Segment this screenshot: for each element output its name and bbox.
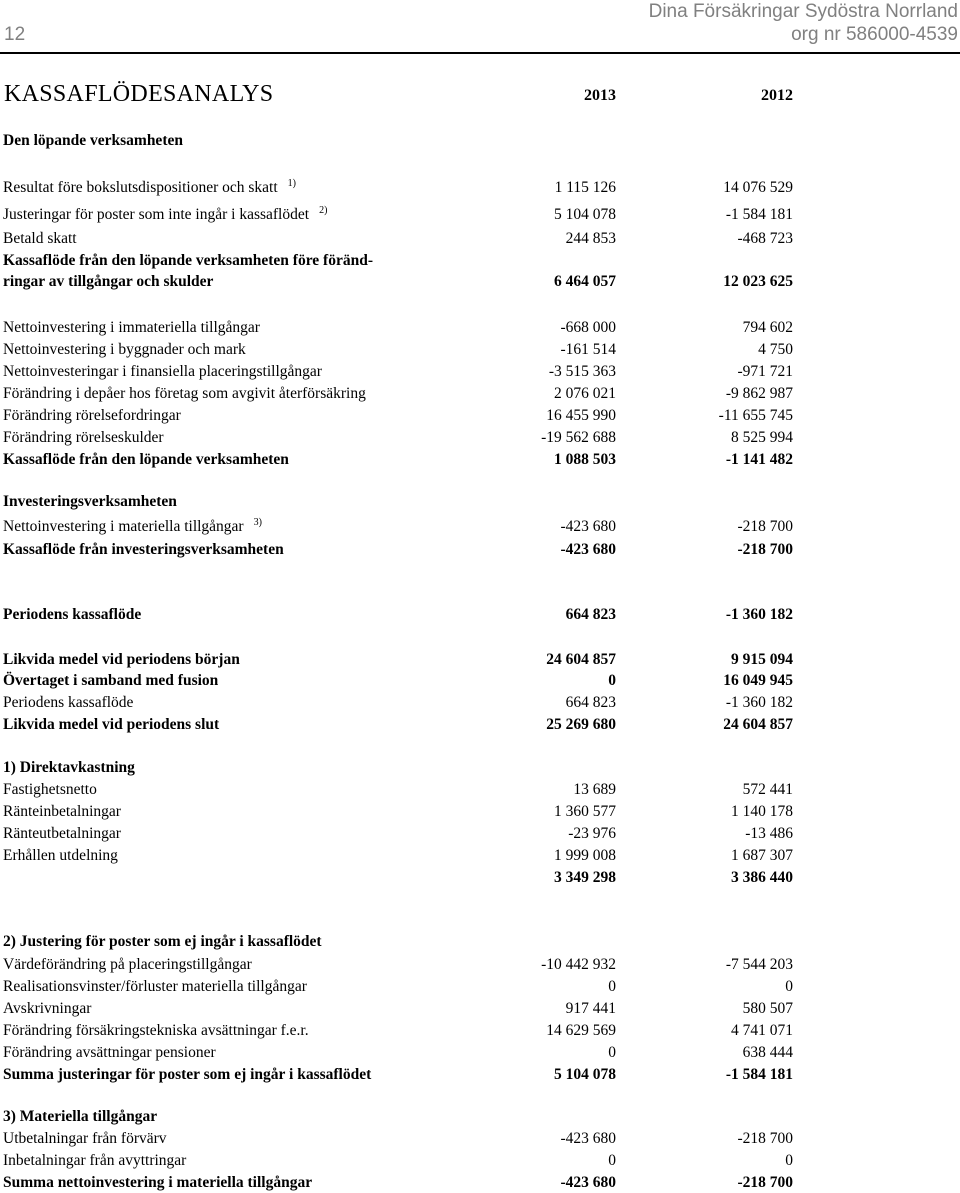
row-label: Kassaflöde från den löpande verksamheten före föränd- — [3, 252, 373, 269]
value-2013: 5 104 078 — [554, 1066, 616, 1083]
value-2013: 0 — [608, 978, 616, 995]
table-row — [0, 693, 960, 713]
row-label: Periodens kassaflöde — [3, 694, 134, 711]
value-2012: -11 655 745 — [718, 407, 793, 424]
table-row — [0, 178, 960, 198]
table-row — [0, 272, 960, 292]
value-2012: -1 141 482 — [725, 451, 793, 468]
footnote-marker: 1) — [287, 178, 297, 189]
table-row — [0, 758, 960, 778]
value-2012: -971 721 — [737, 363, 793, 380]
table-row — [0, 1021, 960, 1041]
table-row — [0, 205, 960, 225]
table-row — [0, 131, 960, 151]
table-row — [0, 318, 960, 338]
row-label: Nettoinvestering i byggnader och mark — [3, 341, 246, 358]
value-2012: 9 915 094 — [731, 651, 793, 668]
row-label: 2) Justering för poster som ej ingår i kassaflödet — [3, 933, 322, 950]
row-label: Kassaflöde från investeringsverksamheten — [3, 541, 284, 558]
value-2012: -1 360 182 — [725, 606, 793, 623]
table-row — [0, 1173, 960, 1193]
value-2013: -423 680 — [560, 518, 616, 535]
value-2013: 664 823 — [565, 694, 616, 711]
table-row — [0, 540, 960, 560]
row-label: Summa justeringar för poster som ej ingår i kassaflödet — [3, 1066, 372, 1083]
value-2013: 0 — [608, 672, 616, 689]
row-label: Summa nettoinvestering i materiella tillgångar — [3, 1174, 313, 1191]
value-2012: 0 — [785, 1152, 793, 1169]
table-row — [0, 492, 960, 512]
table-row — [0, 1043, 960, 1063]
table-row — [0, 428, 960, 448]
value-2012: -9 862 987 — [725, 385, 793, 402]
value-2013: 1 999 008 — [554, 847, 616, 864]
table-row — [0, 650, 960, 670]
row-label: Inbetalningar från avyttringar — [3, 1152, 187, 1169]
company-name: Dina Försäkringar Sydöstra Norrland — [648, 1, 958, 22]
row-label: Realisationsvinster/förluster materiella tillgångar — [3, 978, 307, 995]
page-number: 12 — [4, 24, 26, 45]
value-2012: 1 687 307 — [731, 847, 793, 864]
row-label: Övertaget i samband med fusion — [3, 672, 219, 689]
row-label: Förändring avsättningar pensioner — [3, 1044, 216, 1061]
value-2013: -10 442 932 — [541, 956, 616, 973]
value-2012: -218 700 — [737, 518, 793, 535]
value-2013: 25 269 680 — [546, 716, 616, 733]
value-2012: 1 140 178 — [731, 803, 793, 820]
value-2013: 1 115 126 — [554, 179, 616, 196]
value-2012: 3 386 440 — [731, 869, 793, 886]
value-2012: 638 444 — [742, 1044, 793, 1061]
row-label: Förändring rörelseskulder — [3, 429, 164, 446]
row-label: Utbetalningar från förvärv — [3, 1130, 167, 1147]
row-label: Erhållen utdelning — [3, 847, 118, 864]
table-row — [0, 824, 960, 844]
value-2012: 580 507 — [742, 1000, 793, 1017]
table-row — [0, 977, 960, 997]
value-2012: 0 — [785, 978, 793, 995]
row-label: Investeringsverksamheten — [3, 493, 177, 510]
value-2012: -1 584 181 — [725, 206, 793, 223]
value-2013: 244 853 — [565, 230, 616, 247]
value-2012: 794 602 — [742, 319, 793, 336]
table-row — [0, 671, 960, 691]
value-2013: 2 076 021 — [554, 385, 616, 402]
header-divider — [0, 52, 960, 54]
row-label: Likvida medel vid periodens slut — [3, 716, 220, 733]
org-number: org nr 586000-4539 — [791, 24, 958, 45]
table-row — [0, 229, 960, 249]
row-label: Ränteinbetalningar — [3, 803, 121, 820]
value-2012: 4 741 071 — [731, 1022, 793, 1039]
row-label: Förändring försäkringstekniska avsättningar f.e.r. — [3, 1022, 309, 1039]
table-row — [0, 1065, 960, 1085]
footnote-marker: 2) — [319, 205, 328, 216]
year-column-2013: 2013 — [584, 87, 616, 104]
value-2012: -1 360 182 — [725, 694, 793, 711]
value-2012: -1 584 181 — [725, 1066, 793, 1083]
report-header — [649, 0, 958, 46]
value-2013: 16 455 990 — [546, 407, 616, 424]
value-2013: -3 515 363 — [548, 363, 616, 380]
row-label: Värdeförändring på placeringstillgångar — [3, 956, 252, 973]
table-row — [0, 362, 960, 382]
table-row — [0, 384, 960, 404]
value-2012: -7 544 203 — [725, 956, 793, 973]
value-2013: 1 360 577 — [554, 803, 616, 820]
row-label: Justeringar för poster som inte ingår i kassaflödet $^{2)}$ — [3, 205, 328, 223]
row-label: Ränteutbetalningar — [3, 825, 121, 842]
table-row — [0, 605, 960, 625]
table-row — [0, 802, 960, 822]
table-row — [0, 868, 960, 888]
table-row — [0, 340, 960, 360]
table-row — [0, 517, 960, 537]
value-2012: 14 076 529 — [723, 179, 793, 196]
value-2013: 6 464 057 — [554, 273, 616, 290]
table-row — [0, 846, 960, 866]
table-row — [0, 932, 960, 952]
row-label: Kassaflöde från den löpande verksamheten — [3, 451, 289, 468]
value-2013: 5 104 078 — [554, 206, 616, 223]
value-2013: -23 976 — [568, 825, 616, 842]
value-2013: -423 680 — [560, 1130, 616, 1147]
value-2012: 12 023 625 — [723, 273, 793, 290]
table-row — [0, 1151, 960, 1171]
value-2013: 13 689 — [573, 781, 616, 798]
table-row — [0, 1107, 960, 1127]
value-2012: 24 604 857 — [723, 716, 793, 733]
value-2012: -468 723 — [737, 230, 793, 247]
value-2013: 0 — [608, 1152, 616, 1169]
row-label: 1) Direktavkastning — [3, 759, 135, 776]
table-row — [0, 406, 960, 426]
row-label: Förändring rörelsefordringar — [3, 407, 181, 424]
value-2012: 16 049 945 — [723, 672, 793, 689]
table-row — [0, 999, 960, 1019]
value-2013: -423 680 — [560, 1174, 616, 1191]
value-2012: -218 700 — [737, 1174, 793, 1191]
row-label: 3) Materiella tillgångar — [3, 1108, 158, 1125]
row-label: Förändring i depåer hos företag som avgivit återförsäkring — [3, 385, 366, 402]
row-label: Likvida medel vid periodens början — [3, 651, 240, 668]
table-row — [0, 450, 960, 470]
table-row — [0, 780, 960, 800]
value-2013: 3 349 298 — [554, 869, 616, 886]
value-2013: -161 514 — [560, 341, 616, 358]
value-2013: -19 562 688 — [541, 429, 616, 446]
row-label: Periodens kassaflöde — [3, 606, 142, 623]
table-row — [0, 1129, 960, 1149]
footnote-marker: 3) — [253, 517, 262, 528]
row-label: Nettoinvesteringar i finansiella placeringstillgångar — [3, 363, 322, 380]
value-2013: 0 — [608, 1044, 616, 1061]
page-title: KASSAFLÖDESANALYS — [4, 81, 274, 107]
value-2012: -13 486 — [745, 825, 793, 842]
table-row — [0, 715, 960, 735]
value-2012: -218 700 — [737, 1130, 793, 1147]
row-label: Resultat före bokslutsdispositioner och skatt $^{1)}$ — [3, 178, 297, 196]
table-row — [0, 251, 960, 271]
row-label: Avskrivningar — [3, 1000, 92, 1017]
year-column-2012: 2012 — [761, 87, 793, 104]
value-2013: 664 823 — [565, 606, 616, 623]
value-2013: 917 441 — [565, 1000, 616, 1017]
value-2013: 14 629 569 — [546, 1022, 616, 1039]
value-2013: -423 680 — [560, 541, 616, 558]
row-label: Fastighetsnetto — [3, 781, 97, 798]
table-row — [0, 955, 960, 975]
row-label: Nettoinvestering i immateriella tillgångar — [3, 319, 260, 336]
value-2013: 24 604 857 — [546, 651, 616, 668]
value-2013: -668 000 — [560, 319, 616, 336]
row-label: ringar av tillgångar och skulder — [3, 273, 214, 290]
value-2012: -218 700 — [737, 541, 793, 558]
value-2012: 572 441 — [742, 781, 793, 798]
value-2012: 8 525 994 — [731, 429, 793, 446]
value-2013: 1 088 503 — [554, 451, 616, 468]
row-label: Den löpande verksamheten — [3, 132, 183, 149]
value-2012: 4 750 — [758, 341, 793, 358]
row-label: Nettoinvestering i materiella tillgångar $^{3)}$ — [3, 517, 262, 535]
row-label: Betald skatt — [3, 230, 77, 247]
